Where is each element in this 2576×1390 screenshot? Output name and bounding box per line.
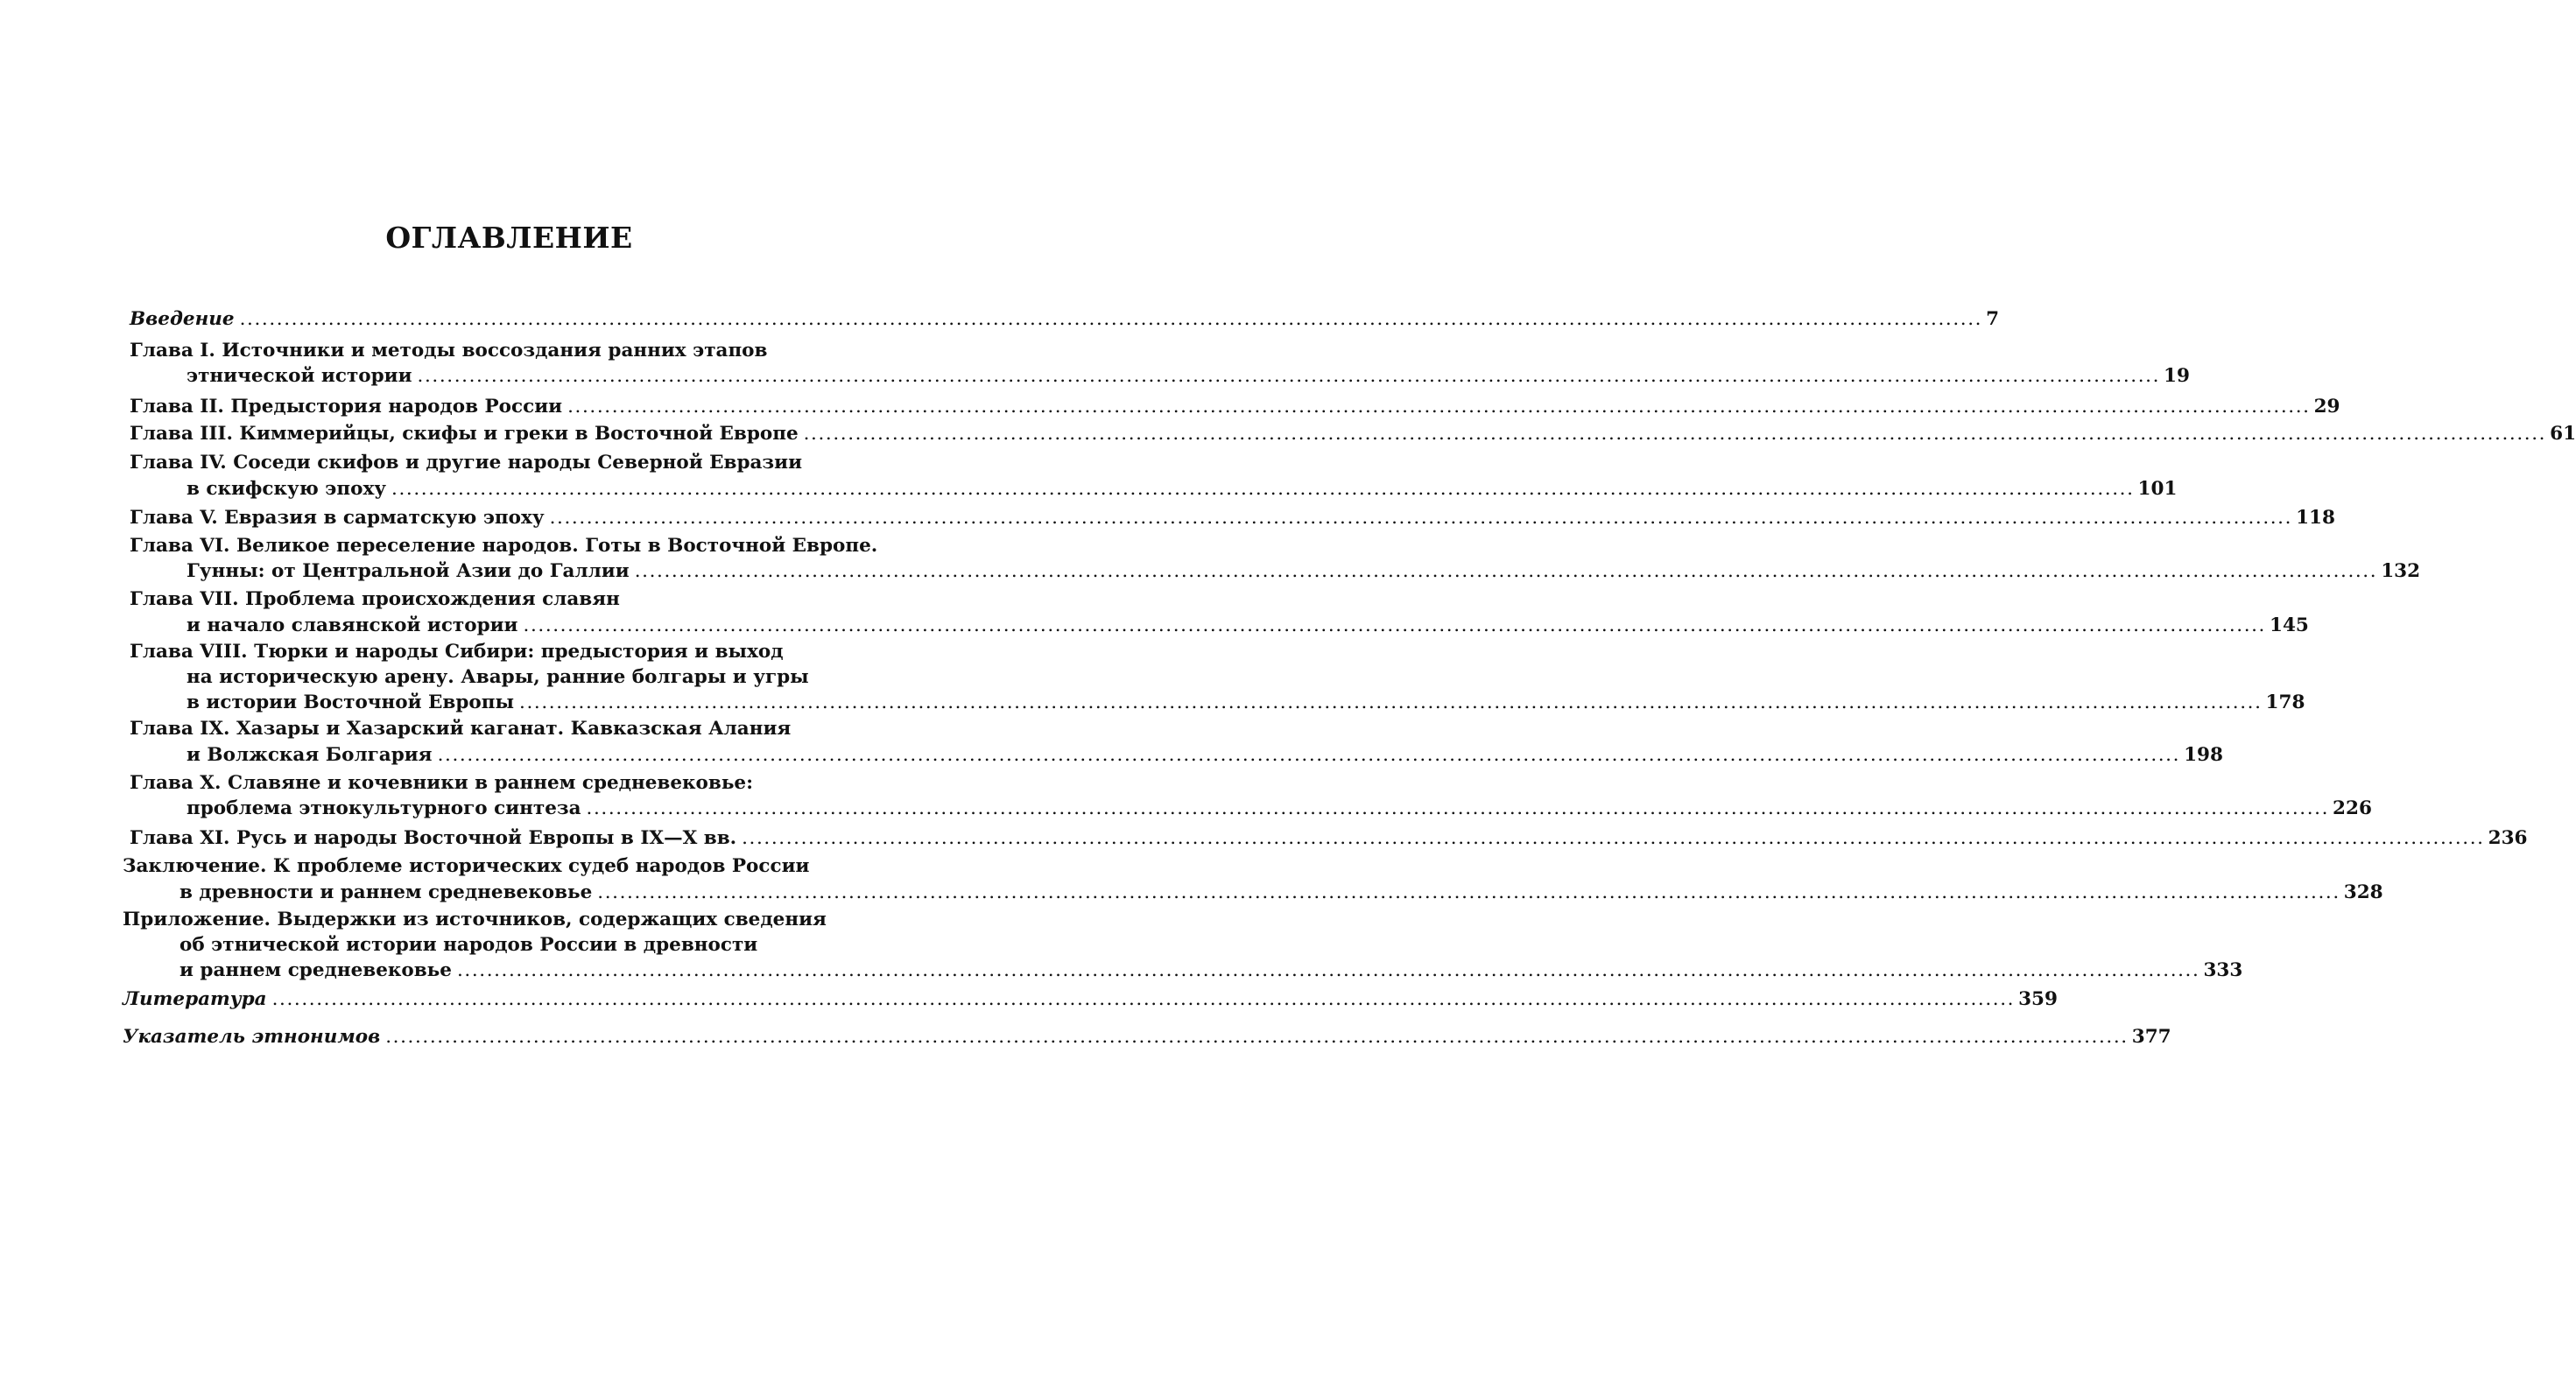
toc-page-number: 101 (2137, 478, 2178, 500)
toc-entry-appendix-line-2[interactable] (179, 932, 914, 958)
toc-entry-title: Глава VI. Великое переселение народов. Готы в Восточной Европе. (130, 535, 878, 557)
toc-page-number: 61 (2550, 423, 2576, 445)
dot-leader: ............................................................................................................................................................................................................................................ (271, 988, 2016, 1010)
toc-entry-chapter-7-line-2[interactable] (187, 613, 2309, 639)
toc-page-number: 359 (2018, 988, 2058, 1010)
toc-entry-conclusion-line-1[interactable] (123, 853, 914, 880)
toc-entry-chapter-5[interactable] (130, 505, 2335, 531)
toc-page-number: 377 (2131, 1026, 2171, 1048)
dot-leader: ............................................................................................................................................................................................................................................ (239, 308, 1983, 330)
toc-entry-title: Указатель этнонимов (123, 1026, 381, 1048)
dot-leader: ............................................................................................................................................................................................................................................ (456, 959, 2200, 981)
toc-entry-title: этнической истории (187, 365, 412, 387)
toc-entry-chapter-8-line-2[interactable] (187, 664, 914, 691)
toc-entry-title: об этнической истории народов России в древности (179, 934, 758, 956)
toc-entry-title: и начало славянской истории (187, 614, 518, 636)
toc-entry-title: Приложение. Выдержки из источников, содержащих сведения (123, 909, 827, 930)
dot-leader: ............................................................................................................................................................................................................................................ (391, 478, 2135, 500)
dot-leader: ............................................................................................................................................................................................................................................ (519, 691, 2263, 713)
toc-entry-chapter-3[interactable] (130, 421, 2576, 447)
toc-entry-title: Введение (130, 308, 235, 330)
toc-entry-chapter-1-line-2[interactable] (187, 363, 2190, 390)
toc-entry-title: Глава IV. Соседи скифов и другие народы Северной Евразии (130, 452, 803, 474)
toc-entry-title: Заключение. К проблеме исторических судеб народов России (123, 855, 810, 877)
toc-entry-title: Глава XI. Русь и народы Восточной Европы в IX—X вв. (130, 827, 737, 849)
toc-entry-title: Глава II. Предыстория народов России (130, 396, 563, 418)
toc-page-number: 132 (2381, 560, 2421, 582)
toc-entry-appendix-line-1[interactable] (123, 907, 914, 933)
toc-entry-appendix-line-3[interactable] (179, 958, 2243, 984)
toc-page-number: 226 (2333, 797, 2372, 819)
toc-entry-chapter-11[interactable] (130, 825, 2528, 852)
toc-entry-chapter-1-line-1[interactable] (130, 338, 914, 364)
toc-entry-title: проблема этнокультурного синтеза (187, 797, 581, 819)
toc-page-number: 236 (2488, 827, 2528, 849)
toc-entry-title: Глава V. Евразия в сарматскую эпоху (130, 507, 545, 529)
toc-page-number: 198 (2184, 744, 2223, 766)
dot-leader: ............................................................................................................................................................................................................................................ (567, 396, 2311, 418)
toc-entry-title: в скифскую эпоху (187, 478, 387, 500)
toc-entry-chapter-4-line-1[interactable] (130, 450, 914, 476)
toc-entry-chapter-8-line-1[interactable] (130, 639, 914, 665)
toc-page-number: 29 (2313, 396, 2340, 418)
toc-entry-title: в древности и раннем средневековье (179, 881, 593, 903)
page-title: ОГЛАВЛЕНИЕ (385, 221, 633, 255)
toc-entry-title: на историческую арену. Авары, ранние болгары и угры (187, 666, 809, 688)
toc-entry-chapter-2[interactable] (130, 394, 2340, 420)
toc-entry-chapter-6-line-2[interactable] (187, 558, 2421, 585)
toc-entry-title: и раннем средневековье (179, 959, 452, 981)
toc-page-number: 333 (2203, 959, 2243, 981)
toc-entry-title: Глава X. Славяне и кочевники в раннем средневековье: (130, 772, 754, 794)
toc-page-number: 19 (2164, 365, 2190, 387)
toc-page-number: 328 (2343, 881, 2383, 903)
toc-entry-chapter-9-line-1[interactable] (130, 716, 914, 742)
toc-entry-literature[interactable] (123, 986, 2058, 1013)
toc-entry-chapter-8-line-3[interactable] (187, 690, 2305, 716)
toc-entry-chapter-4-line-2[interactable] (187, 476, 2178, 502)
dot-leader: ............................................................................................................................................................................................................................................ (417, 365, 2161, 387)
toc-page-number: 7 (1986, 308, 2000, 330)
dot-leader: ............................................................................................................................................................................................................................................ (437, 744, 2181, 766)
toc-page-number: 118 (2296, 507, 2335, 529)
dot-leader: ............................................................................................................................................................................................................................................ (634, 560, 2378, 582)
toc-entry-title: Литература (123, 988, 267, 1010)
toc-entry-title: в истории Восточной Европы (187, 691, 515, 713)
toc-entry-title: Глава III. Киммерийцы, скифы и греки в Восточной Европе (130, 423, 799, 445)
toc-entry-chapter-6-line-1[interactable] (130, 533, 914, 559)
toc-page-number: 145 (2270, 614, 2309, 636)
toc-entry-chapter-10-line-2[interactable] (187, 796, 2372, 822)
toc-entry-chapter-10-line-1[interactable] (130, 770, 914, 797)
toc-entry-title: Глава I. Источники и методы воссоздания ранних этапов (130, 340, 768, 362)
toc-page-number: 178 (2265, 691, 2305, 713)
toc-entry-introduction[interactable] (130, 306, 2000, 333)
dot-leader: ............................................................................................................................................................................................................................................ (523, 614, 2266, 636)
dot-leader: ............................................................................................................................................................................................................................................ (742, 827, 2485, 849)
dot-leader: ............................................................................................................................................................................................................................................ (586, 797, 2330, 819)
toc-entry-title: Гунны: от Центральной Азии до Галлии (187, 560, 630, 582)
toc-entry-title: и Волжская Болгария (187, 744, 433, 766)
dot-leader: ............................................................................................................................................................................................................................................ (803, 423, 2547, 445)
dot-leader: ............................................................................................................................................................................................................................................ (597, 881, 2340, 903)
toc-entry-title: Глава IX. Хазары и Хазарский каганат. Кавказская Алания (130, 718, 792, 740)
toc-entry-ethnonym-index[interactable] (123, 1024, 2171, 1050)
dot-leader: ............................................................................................................................................................................................................................................ (385, 1026, 2129, 1048)
toc-entry-conclusion-line-2[interactable] (179, 880, 2383, 906)
toc-entry-title: Глава VII. Проблема происхождения славян (130, 588, 620, 610)
toc-entry-chapter-9-line-2[interactable] (187, 742, 2223, 769)
toc-entry-chapter-7-line-1[interactable] (130, 586, 914, 613)
dot-leader: ............................................................................................................................................................................................................................................ (549, 507, 2293, 529)
toc-entry-title: Глава VIII. Тюрки и народы Сибири: предыстория и выход (130, 641, 784, 663)
